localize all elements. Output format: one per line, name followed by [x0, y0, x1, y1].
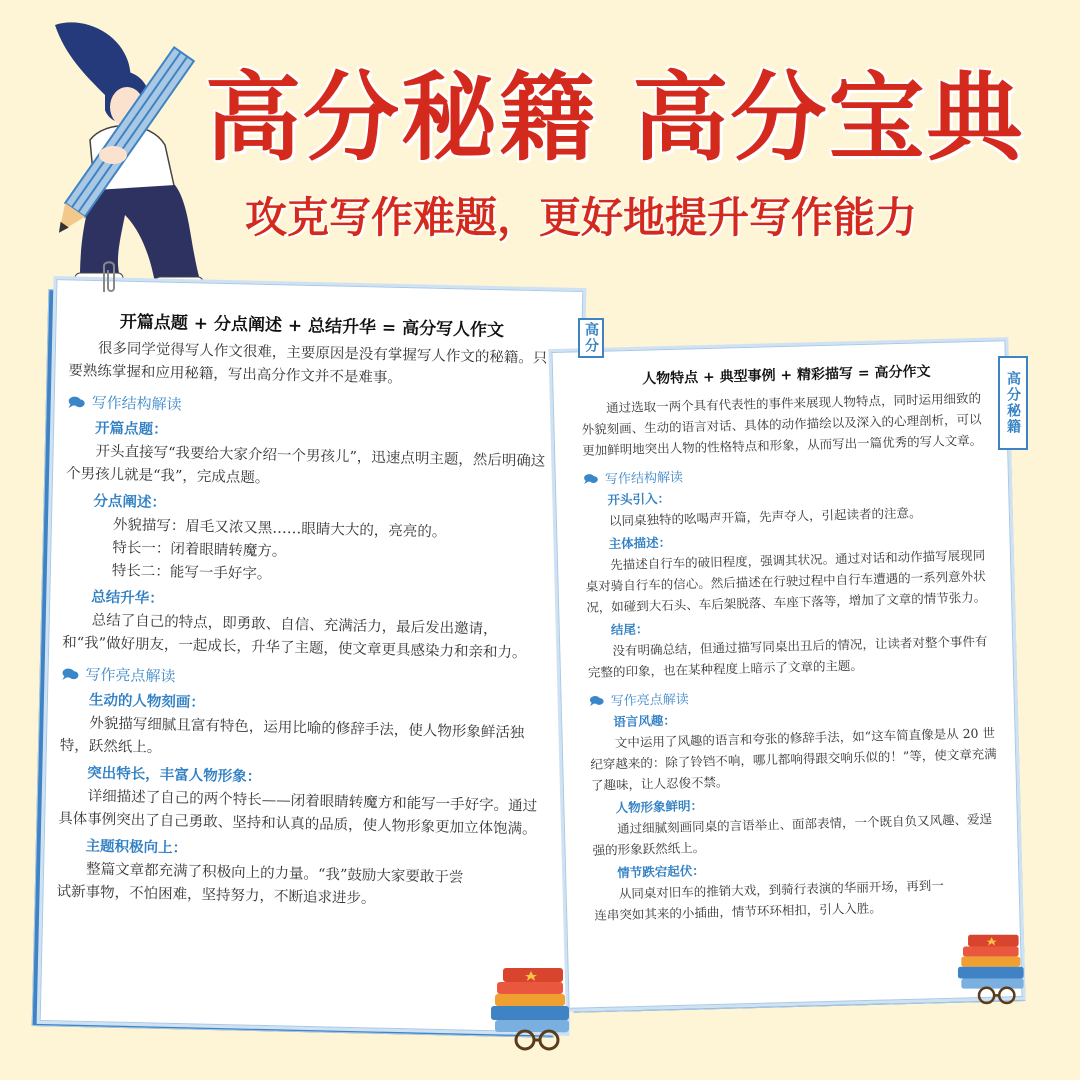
left-point-3: 特长二：能写一手好字。 [111, 563, 272, 583]
right-highlight-heading: 写作亮点解读 [589, 680, 1001, 710]
left-highlight-heading: 写作亮点解读 [61, 663, 546, 695]
girl-with-pencil-illustration [25, 15, 235, 290]
left-opening-label: 开篇点题： [94, 419, 168, 439]
left-summary-text: 总结了自己的特点，即勇敢、自信、充满活力，最后发出邀请，和“我”做好朋友，一起成长，升华了主题，使文章更具感染力和亲和力。 [62, 612, 527, 662]
right-page-title: 人物特点 + 典型事例 + 精彩描写 = 高分作文 [641, 363, 931, 388]
right-s2-text: 先描述自行车的破旧程度，强调其状况。通过对话和动作描写展现同桌对骑自行车的信心。然后描述在行驶过程中自行车遭遇的一系列意外状况，如碰到大石头、车后架脱落、车座下落等，增加了文章的情节张力。 [585, 547, 987, 615]
right-structure-heading: 写作结构解读 [583, 458, 995, 488]
right-s3-label: 结尾： [610, 621, 649, 638]
left-page-intro: 很多同学觉得写人作文很难，主要原因是没有掌握写人作文的秘籍。只要熟练掌握和应用秘籍，写出高分作文并不是难事。 [68, 340, 548, 387]
left-h3-label: 主题积极向上： [85, 837, 188, 857]
right-h2-label: 人物形象鲜明： [615, 797, 704, 816]
right-page-tab: 高分秘籍 [998, 356, 1028, 450]
page-title: 高分秘籍 高分宝典 [205, 62, 1025, 174]
left-page-tab: 高分 [578, 318, 604, 358]
speech-bubble-icon [68, 394, 86, 408]
right-h1-text: 文中运用了风趣的语言和夸张的修辞手法，如“这车简直像是从 20 世纪穿越来的：除了铃铛不响，哪儿都响得跟交响乐似的！”等，使文章充满了趣味，让人忍俊不禁。 [590, 725, 997, 793]
speech-bubble-icon [589, 694, 605, 706]
book-stack-icon [485, 960, 585, 1055]
left-h2-label: 突出特长，丰富人物形象： [87, 764, 262, 786]
left-point-1: 外貌描写：眉毛又浓又黑……眼睛大大的，亮亮的。 [112, 517, 447, 541]
left-summary-label: 总结升华： [91, 588, 164, 608]
speech-bubble-icon [61, 666, 79, 680]
paper-clip-icon [98, 258, 120, 296]
left-page-title: 开篇点题 + 分点阐述 + 总结升华 = 高分写人作文 [119, 312, 505, 341]
left-points-label: 分点阐述： [93, 492, 167, 512]
right-s3-text: 没有明确总结，但通过描写同桌出丑后的情况，让读者对整个事件有完整的印象，也在某种程度上暗示了文章的主题。 [587, 633, 988, 680]
left-h1-label: 生动的人物刻画： [88, 691, 206, 712]
left-point-2: 特长一：闭着眼睛转魔方。 [112, 540, 287, 560]
left-h1-text: 外貌描写细腻且富有特色，运用比喻的修辞手法，使人物形象鲜活独特，跃然纸上。 [59, 715, 525, 757]
right-s1-label: 开头引入： [607, 490, 671, 508]
speech-bubble-icon [583, 472, 599, 484]
right-h3-label: 情节跌宕起伏： [617, 862, 705, 881]
book-stack-icon [950, 928, 1040, 1008]
right-page-intro: 通过选取一两个具有代表性的事件来展现人物特点，同时运用细致的外貌刻画、生动的语言对话、具体的动作描绘以及深入的心理剖析，可以更加鲜明地突出人物的性格特点和形象，从而写出一篇优秀的写人文章。 [581, 390, 983, 458]
right-h1-label: 语言风趣： [613, 712, 677, 730]
right-h3-text: 从同桌对旧车的推销大戏，到骑行表演的华丽开场，再到一连串突如其来的小插曲，情节环环相扣，引人入胜。 [594, 877, 944, 923]
right-s1-text: 以同桌独特的吆喝声开篇，先声夺人，引起读者的注意。 [608, 505, 922, 529]
left-page-content [56, 300, 555, 915]
page-subtitle: 攻克写作难题，更好地提升写作能力 [245, 193, 918, 242]
left-h3-text: 整篇文章都充满了积极向上的力量。“我”鼓励大家要敢于尝试新事物，不怕困难，坚持努力，不断追求进步。 [56, 861, 464, 908]
right-s2-label: 主体描述： [608, 534, 672, 552]
left-opening-text: 开头直接写“我要给大家介绍一个男孩儿”，迅速点明主题，然后明确这个男孩儿就是“我”，完成点题。 [65, 443, 546, 487]
right-h2-text: 通过细腻刻画同桌的言语举止、面部表情，一个既自负又风趣、爱逞强的形象跃然纸上。 [592, 811, 993, 858]
left-structure-heading: 写作结构解读 [67, 391, 552, 423]
right-page-content [580, 355, 1007, 926]
left-h2-text: 详细描述了自己的两个特长——闭着眼睛转魔方和能写一手好字。通过具体事例突出了自己勇敢、坚持和认真的品质，使人物形象更加立体饱满。 [58, 788, 538, 838]
